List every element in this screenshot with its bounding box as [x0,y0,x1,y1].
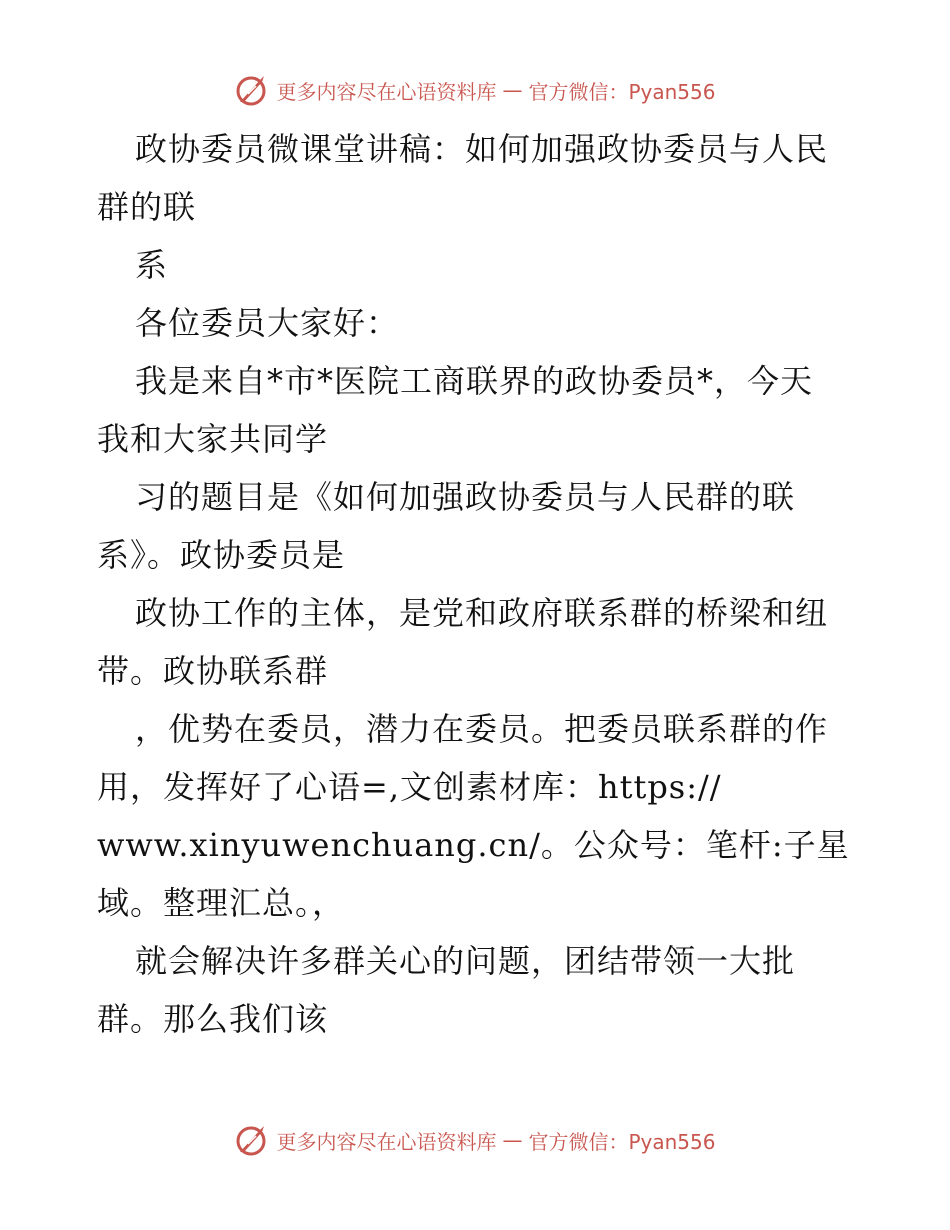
footer-banner-wechat: 官方微信：Pyan556 [528,1129,716,1154]
body-line: 群。那么我们该 [97,1000,329,1038]
footer-banner [0,1118,950,1162]
footer-banner-separator: — [502,1128,523,1152]
header-banner [0,68,950,112]
header-banner-text: 更多内容尽在心语资料库 [276,79,497,104]
body-line: 政协工作的主体，是党和政府联系群的桥梁和纽 [135,594,829,632]
body-line: ，优势在委员，潜力在委员。把委员联系群的作 [135,710,829,748]
body-line: www.xinyuwenchuang.cn/。公众号：笔杆:子星 [97,826,850,864]
header-banner-wechat: 官方微信：Pyan556 [528,79,716,104]
body-line: 我和大家共同学 [97,420,329,458]
header-banner-separator: — [502,78,523,102]
body-line: 带。政协联系群 [97,652,329,690]
body-line: 系 [135,246,169,284]
body-line: 就会解决许多群关心的问题，团结带领一大批 [135,942,796,980]
footer-banner-text: 更多内容尽在心语资料库 [276,1129,497,1154]
body-line: 用，发挥好了心语=,文创素材库：https:// [97,768,722,806]
document-body [97,120,857,1048]
body-line: 群的联 [97,188,197,226]
body-line: 域。整理汇总。， [97,884,346,922]
body-line: 我是来自*市*医院工商联界的政协委员*，今天 [135,362,814,400]
body-line: 各位委员大家好： [135,304,400,342]
body-line: 系》。政协委员是 [97,536,346,574]
quill-seal-icon [234,72,270,108]
quill-seal-icon [234,1122,270,1158]
body-line: 政协委员微课堂讲稿：如何加强政协委员与人民 [135,130,829,168]
body-line: 习的题目是《如何加强政协委员与人民群的联 [135,478,796,516]
